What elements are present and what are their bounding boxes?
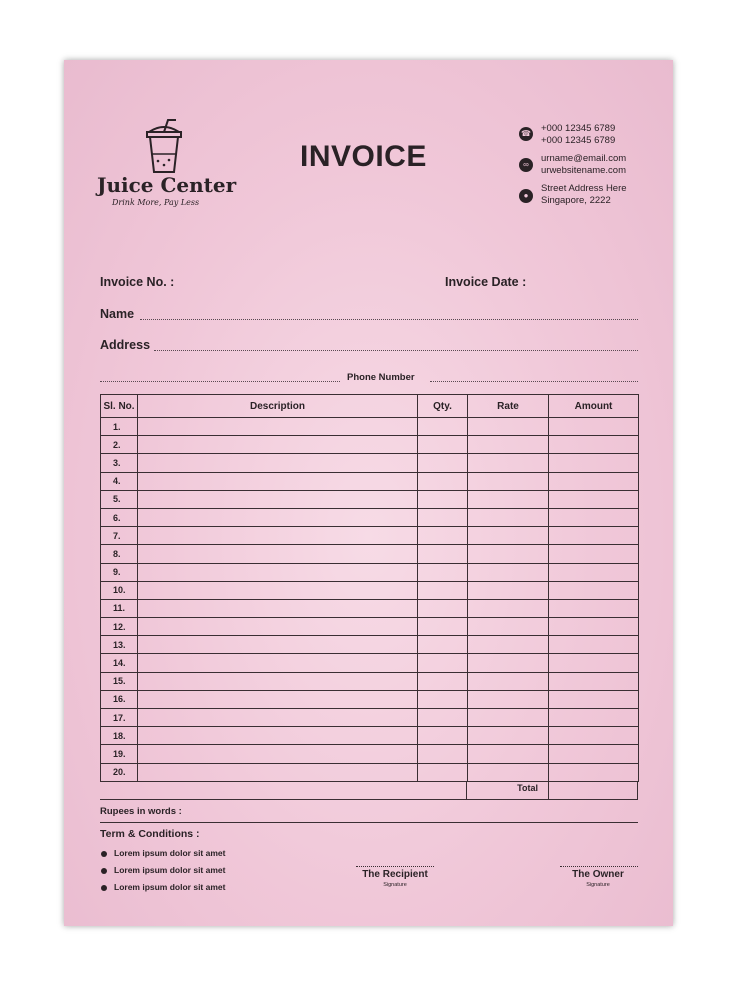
- header-sl-no: Sl. No.: [101, 395, 138, 418]
- row-sl-cell: 9.: [101, 563, 138, 581]
- row-qty-cell[interactable]: [418, 472, 468, 490]
- row-qty-cell[interactable]: [418, 599, 468, 617]
- phone-1: +000 12345 6789: [541, 123, 616, 134]
- table-row: [101, 690, 639, 708]
- row-amount-cell[interactable]: [549, 763, 639, 781]
- row-qty-cell[interactable]: [418, 490, 468, 508]
- total-bottom-line: [100, 799, 638, 800]
- bullet-icon: [101, 868, 107, 874]
- row-sl-cell: 16.: [101, 690, 138, 708]
- row-description-cell[interactable]: [138, 418, 418, 436]
- phone-number-field[interactable]: [430, 381, 638, 382]
- terms-title: Term & Conditions :: [100, 828, 200, 840]
- row-qty-cell[interactable]: [418, 618, 468, 636]
- row-sl-cell: 20.: [101, 763, 138, 781]
- bullet-icon: [101, 851, 107, 857]
- row-sl-cell: 1.: [101, 418, 138, 436]
- row-rate-cell[interactable]: [468, 727, 549, 745]
- row-sl-cell: 8.: [101, 545, 138, 563]
- table-row: [101, 636, 639, 654]
- brand-name: Juice Center: [97, 173, 237, 197]
- invoice-no-label: Invoice No. :: [100, 275, 175, 289]
- address-field-line-2[interactable]: [100, 381, 340, 382]
- row-qty-cell[interactable]: [418, 581, 468, 599]
- row-description-cell[interactable]: [138, 490, 418, 508]
- row-rate-cell[interactable]: [468, 527, 549, 545]
- row-rate-cell[interactable]: [468, 545, 549, 563]
- table-row: [101, 472, 639, 490]
- row-description-cell[interactable]: [138, 745, 418, 763]
- header-rate: Rate: [468, 395, 549, 418]
- table-row: [101, 563, 639, 581]
- row-amount-cell[interactable]: [549, 454, 639, 472]
- row-amount-cell[interactable]: [549, 727, 639, 745]
- address-line-1: Street Address Here: [541, 183, 627, 194]
- row-amount-cell[interactable]: [549, 472, 639, 490]
- total-label: Total: [517, 783, 538, 793]
- row-sl-cell: 11.: [101, 599, 138, 617]
- row-amount-cell[interactable]: [549, 508, 639, 526]
- row-rate-cell[interactable]: [468, 563, 549, 581]
- row-qty-cell[interactable]: [418, 763, 468, 781]
- row-amount-cell[interactable]: [549, 672, 639, 690]
- owner-signature-line[interactable]: [560, 866, 638, 867]
- table-row: [101, 727, 639, 745]
- row-qty-cell[interactable]: [418, 418, 468, 436]
- table-row: [101, 581, 639, 599]
- row-qty-cell[interactable]: [418, 508, 468, 526]
- table-row: [101, 654, 639, 672]
- row-rate-cell[interactable]: [468, 472, 549, 490]
- bullet-icon: [101, 885, 107, 891]
- recipient-title: The Recipient: [362, 869, 428, 880]
- row-amount-cell[interactable]: [549, 436, 639, 454]
- row-amount-cell[interactable]: [549, 618, 639, 636]
- term-item-3: Lorem ipsum dolor sit amet: [114, 882, 226, 892]
- row-qty-cell[interactable]: [418, 527, 468, 545]
- term-item-1: Lorem ipsum dolor sit amet: [114, 848, 226, 858]
- items-table: [100, 394, 639, 782]
- row-sl-cell: 12.: [101, 618, 138, 636]
- email: urname@email.com: [541, 153, 627, 164]
- row-amount-cell[interactable]: [549, 654, 639, 672]
- row-sl-cell: 17.: [101, 709, 138, 727]
- row-description-cell[interactable]: [138, 563, 418, 581]
- total-label-cell: [466, 781, 549, 799]
- row-qty-cell[interactable]: [418, 563, 468, 581]
- row-description-cell[interactable]: [138, 654, 418, 672]
- name-label: Name: [100, 307, 135, 321]
- table-row: [101, 545, 639, 563]
- row-qty-cell[interactable]: [418, 654, 468, 672]
- brand-tagline: Drink More, Pay Less: [112, 198, 200, 207]
- table-row: [101, 763, 639, 781]
- row-qty-cell[interactable]: [418, 436, 468, 454]
- row-sl-cell: 3.: [101, 454, 138, 472]
- invoice-date-label: Invoice Date :: [445, 275, 527, 289]
- row-sl-cell: 19.: [101, 745, 138, 763]
- table-row: [101, 672, 639, 690]
- row-description-cell[interactable]: [138, 581, 418, 599]
- table-row: [101, 618, 639, 636]
- row-description-cell[interactable]: [138, 454, 418, 472]
- row-amount-cell[interactable]: [549, 690, 639, 708]
- row-qty-cell[interactable]: [418, 727, 468, 745]
- row-rate-cell[interactable]: [468, 690, 549, 708]
- table-row: [101, 436, 639, 454]
- table-row: [101, 599, 639, 617]
- location-pin-icon: ●: [519, 189, 533, 203]
- row-rate-cell[interactable]: [468, 599, 549, 617]
- recipient-signature-label: Signature: [383, 882, 407, 888]
- owner-signature-label: Signature: [586, 882, 610, 888]
- table-header-row: [101, 395, 639, 418]
- row-sl-cell: 14.: [101, 654, 138, 672]
- row-description-cell[interactable]: [138, 545, 418, 563]
- row-sl-cell: 4.: [101, 472, 138, 490]
- term-item-2: Lorem ipsum dolor sit amet: [114, 865, 226, 875]
- invoice-sheet: [64, 60, 673, 926]
- row-sl-cell: 5.: [101, 490, 138, 508]
- invoice-title: INVOICE: [300, 140, 427, 173]
- phone-2: +000 12345 6789: [541, 135, 616, 146]
- row-sl-cell: 15.: [101, 672, 138, 690]
- row-description-cell[interactable]: [138, 690, 418, 708]
- contact-web: [541, 153, 626, 177]
- row-sl-cell: 10.: [101, 581, 138, 599]
- row-amount-cell[interactable]: [549, 636, 639, 654]
- row-qty-cell[interactable]: [418, 672, 468, 690]
- row-sl-cell: 6.: [101, 508, 138, 526]
- row-qty-cell[interactable]: [418, 709, 468, 727]
- row-rate-cell[interactable]: [468, 581, 549, 599]
- header-description: Description: [138, 395, 418, 418]
- row-amount-cell[interactable]: [549, 490, 639, 508]
- row-rate-cell[interactable]: [468, 454, 549, 472]
- row-description-cell[interactable]: [138, 527, 418, 545]
- row-description-cell[interactable]: [138, 472, 418, 490]
- row-amount-cell[interactable]: [549, 545, 639, 563]
- recipient-signature-line[interactable]: [356, 866, 434, 867]
- table-row: [101, 709, 639, 727]
- table-row: [101, 508, 639, 526]
- row-rate-cell[interactable]: [468, 636, 549, 654]
- address-field[interactable]: [154, 350, 638, 351]
- rupees-line: [100, 822, 638, 823]
- row-description-cell[interactable]: [138, 599, 418, 617]
- row-amount-cell[interactable]: [549, 418, 639, 436]
- row-sl-cell: 13.: [101, 636, 138, 654]
- table-row: [101, 418, 639, 436]
- row-description-cell[interactable]: [138, 672, 418, 690]
- row-description-cell[interactable]: [138, 508, 418, 526]
- row-amount-cell[interactable]: [549, 709, 639, 727]
- row-rate-cell[interactable]: [468, 709, 549, 727]
- row-rate-cell[interactable]: [468, 654, 549, 672]
- row-sl-cell: 2.: [101, 436, 138, 454]
- row-rate-cell[interactable]: [468, 436, 549, 454]
- row-rate-cell[interactable]: [468, 508, 549, 526]
- total-amount-cell[interactable]: [547, 781, 638, 799]
- row-rate-cell[interactable]: [468, 418, 549, 436]
- row-amount-cell[interactable]: [549, 527, 639, 545]
- table-row: [101, 745, 639, 763]
- table-row: [101, 527, 639, 545]
- row-description-cell[interactable]: [138, 618, 418, 636]
- row-description-cell[interactable]: [138, 763, 418, 781]
- row-description-cell[interactable]: [138, 727, 418, 745]
- address-label: Address: [100, 338, 151, 352]
- header-amount: Amount: [549, 395, 639, 418]
- row-rate-cell[interactable]: [468, 672, 549, 690]
- contact-phones: [541, 123, 615, 147]
- address-line-2: Singapore, 2222: [541, 195, 611, 206]
- row-description-cell[interactable]: [138, 636, 418, 654]
- table-row: [101, 490, 639, 508]
- row-qty-cell[interactable]: [418, 454, 468, 472]
- owner-title: The Owner: [572, 869, 624, 880]
- row-amount-cell[interactable]: [549, 745, 639, 763]
- table-row: [101, 454, 639, 472]
- row-sl-cell: 18.: [101, 727, 138, 745]
- row-sl-cell: 7.: [101, 527, 138, 545]
- row-qty-cell[interactable]: [418, 636, 468, 654]
- row-qty-cell[interactable]: [418, 745, 468, 763]
- row-description-cell[interactable]: [138, 436, 418, 454]
- phone-number-label: Phone Number: [347, 372, 415, 383]
- row-description-cell[interactable]: [138, 709, 418, 727]
- juice-cup-icon: [144, 118, 184, 179]
- header-qty: Qty.: [418, 395, 468, 418]
- globe-icon: ∞: [519, 158, 533, 172]
- row-qty-cell[interactable]: [418, 545, 468, 563]
- row-rate-cell[interactable]: [468, 618, 549, 636]
- row-rate-cell[interactable]: [468, 745, 549, 763]
- contact-address: [541, 183, 627, 207]
- name-field[interactable]: [140, 319, 638, 320]
- website: urwebsitename.com: [541, 165, 627, 176]
- row-rate-cell[interactable]: [468, 490, 549, 508]
- row-qty-cell[interactable]: [418, 690, 468, 708]
- row-amount-cell[interactable]: [549, 563, 639, 581]
- row-amount-cell[interactable]: [549, 599, 639, 617]
- row-amount-cell[interactable]: [549, 581, 639, 599]
- row-rate-cell[interactable]: [468, 763, 549, 781]
- phone-icon: ☎: [519, 127, 533, 141]
- rupees-in-words-label: Rupees in words :: [100, 806, 182, 817]
